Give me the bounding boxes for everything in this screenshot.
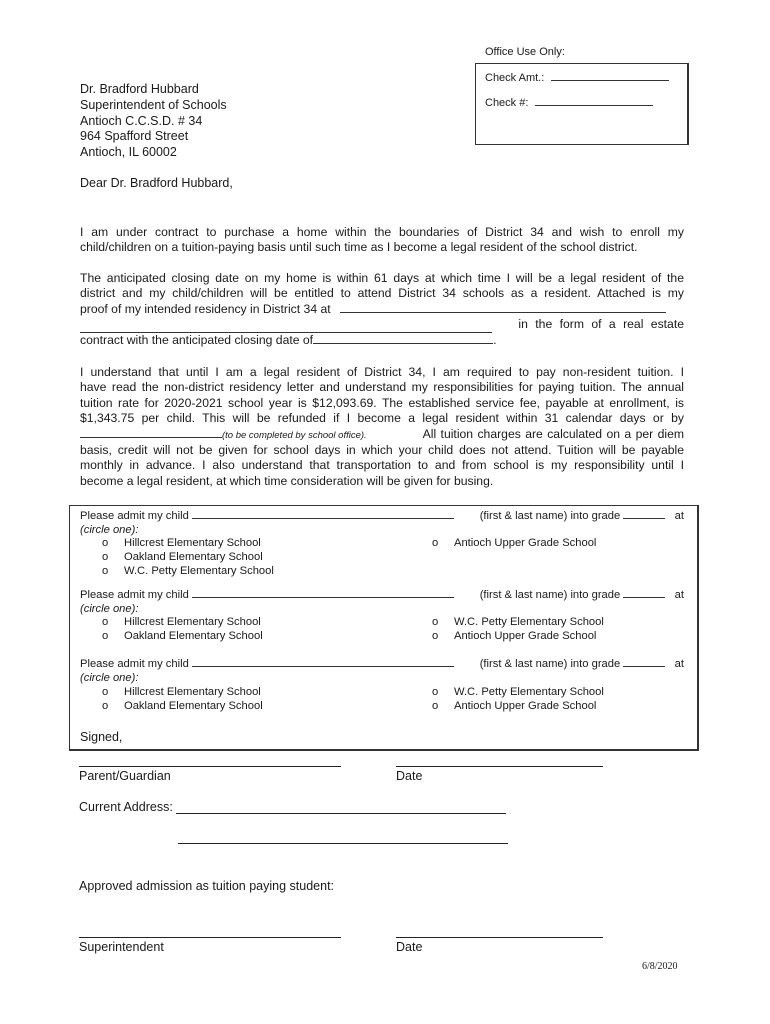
school-option[interactable]: o W.C. Petty Elementary School xyxy=(432,616,604,628)
paragraph-line: have read the non-district residency letter and understand my responsibilities for paying tuition. The annual xyxy=(80,380,684,395)
admission-box xyxy=(69,505,699,751)
residency-address-field-2[interactable] xyxy=(80,317,492,332)
residency-label: proof of my intended residency in District 34 at xyxy=(80,301,331,316)
check-amount-row xyxy=(485,72,669,84)
paragraph-line: I understand that until I am a legal resident of District 34, I am required to pay non-resident tuition. I xyxy=(80,365,684,379)
paragraph-line: become a legal resident, at which time consideration will be given for busing. xyxy=(80,473,494,488)
admit-block-2 xyxy=(80,588,684,617)
superintendent-date-line[interactable] xyxy=(396,937,603,938)
date-signature-line[interactable] xyxy=(396,766,603,767)
paragraph-line: contract with the anticipated closing date of . xyxy=(80,332,497,347)
check-number-label: Check #: xyxy=(485,97,529,109)
recipient-name: Dr. Bradford Hubbard xyxy=(80,82,199,96)
office-use-box xyxy=(475,63,689,145)
check-number-field[interactable] xyxy=(535,105,653,106)
paragraph-contract xyxy=(80,225,684,256)
greeting: Dear Dr. Bradford Hubbard, xyxy=(80,176,233,190)
school-option[interactable]: o Oakland Elementary School xyxy=(102,630,263,642)
circle-one-label: (circle one): xyxy=(80,672,139,685)
child-name-field[interactable] xyxy=(192,597,454,598)
revision-date: 6/8/2020 xyxy=(642,961,678,972)
paragraph-line: district and my child/children will be entitled to attend District 34 schools as a resident. Attached is my xyxy=(80,286,684,301)
grade-field[interactable] xyxy=(623,597,665,598)
real-estate-label: in the form of a real estate xyxy=(518,317,684,332)
paragraph-line: I am under contract to purchase a home within the boundaries of District 34 and wish to enroll my xyxy=(80,225,684,239)
paragraph-line: $1,343.75 per child. This will be refunded if I become a legal resident within 31 calendar days or by xyxy=(80,411,684,426)
paragraph-line: tuition rate for 2020-2021 school year is $12,093.69. The established service fee, payable at enrollment, is xyxy=(80,395,684,410)
paragraph-line xyxy=(80,302,684,317)
paragraph-line: The anticipated closing date on my home is within 61 days at which time I will be a legal resident of the xyxy=(80,271,684,285)
refund-date-field[interactable] xyxy=(80,437,222,438)
superintendent-label: Superintendent xyxy=(79,940,164,954)
grade-field[interactable] xyxy=(623,518,665,519)
school-option[interactable]: o Hillcrest Elementary School xyxy=(102,686,261,698)
recipient-title: Superintendent of Schools xyxy=(80,97,227,112)
per-diem-text: All tuition charges are calculated on a per diem xyxy=(422,426,684,441)
admit-block-1 xyxy=(80,509,684,538)
grade-field[interactable] xyxy=(623,666,665,667)
paragraph-line: monthly in advance. I also understand that transportation to and from school is my responsibility until I xyxy=(80,458,684,473)
closing-date-label: contract with the anticipated closing date of xyxy=(80,332,314,347)
parent-guardian-label: Parent/Guardian xyxy=(79,769,171,783)
current-address-line-1[interactable] xyxy=(176,813,506,814)
recipient-street: 964 Spafford Street xyxy=(80,129,189,144)
check-amount-field[interactable] xyxy=(551,80,669,81)
date-label: Date xyxy=(396,769,423,783)
current-address-line-2[interactable] xyxy=(178,843,508,844)
signed-label: Signed, xyxy=(80,730,123,744)
check-amount-label: Check Amt.: xyxy=(485,72,545,84)
paragraph-line xyxy=(80,427,684,443)
recipient-address xyxy=(80,82,227,161)
closing-date-field[interactable] xyxy=(313,343,493,344)
current-address-label: Current Address: xyxy=(79,800,173,814)
admit-row: Please admit my child (first & last name) into grade at xyxy=(80,510,684,522)
paragraph-closing-date xyxy=(80,271,684,348)
school-option[interactable]: o Antioch Upper Grade School xyxy=(432,537,597,549)
superintendent-date-label: Date xyxy=(396,940,423,954)
office-note: (to be completed by school office). xyxy=(222,429,367,441)
office-use-label: Office Use Only: xyxy=(485,46,565,58)
residency-address-field[interactable] xyxy=(340,312,666,313)
admit-row: Please admit my child (first & last name) into grade at xyxy=(80,658,684,670)
recipient-city: Antioch, IL 60002 xyxy=(80,145,177,160)
school-option[interactable]: o Antioch Upper Grade School xyxy=(432,700,597,712)
paragraph-tuition xyxy=(80,365,684,489)
school-option[interactable]: o Hillcrest Elementary School xyxy=(102,537,261,549)
school-option[interactable]: o Antioch Upper Grade School xyxy=(432,630,597,642)
paragraph-line xyxy=(80,317,684,332)
child-name-field[interactable] xyxy=(192,666,454,667)
recipient-district: Antioch C.C.S.D. # 34 xyxy=(80,113,203,128)
paragraph-line: basis, credit will not be given for school days in which your child does not attend. Tuition will be payable xyxy=(80,443,684,458)
admit-block-3 xyxy=(80,657,684,686)
admit-row: Please admit my child (first & last name) into grade at xyxy=(80,589,684,601)
parent-signature-line[interactable] xyxy=(79,766,341,767)
school-option[interactable]: o W.C. Petty Elementary School xyxy=(432,686,604,698)
circle-one-label: (circle one): xyxy=(80,524,139,537)
school-option[interactable]: o Oakland Elementary School xyxy=(102,700,263,712)
approved-admission-label: Approved admission as tuition paying student: xyxy=(79,879,335,893)
school-option[interactable]: o W.C. Petty Elementary School xyxy=(102,565,274,577)
superintendent-signature-line[interactable] xyxy=(79,937,341,938)
paragraph-line: child/children on a tuition-paying basis until such time as I become a legal resident of the school district. xyxy=(80,240,638,255)
child-name-field[interactable] xyxy=(192,518,454,519)
school-option[interactable]: o Hillcrest Elementary School xyxy=(102,616,261,628)
check-number-row xyxy=(485,97,653,109)
circle-one-label: (circle one): xyxy=(80,603,139,616)
school-option[interactable]: o Oakland Elementary School xyxy=(102,551,263,563)
